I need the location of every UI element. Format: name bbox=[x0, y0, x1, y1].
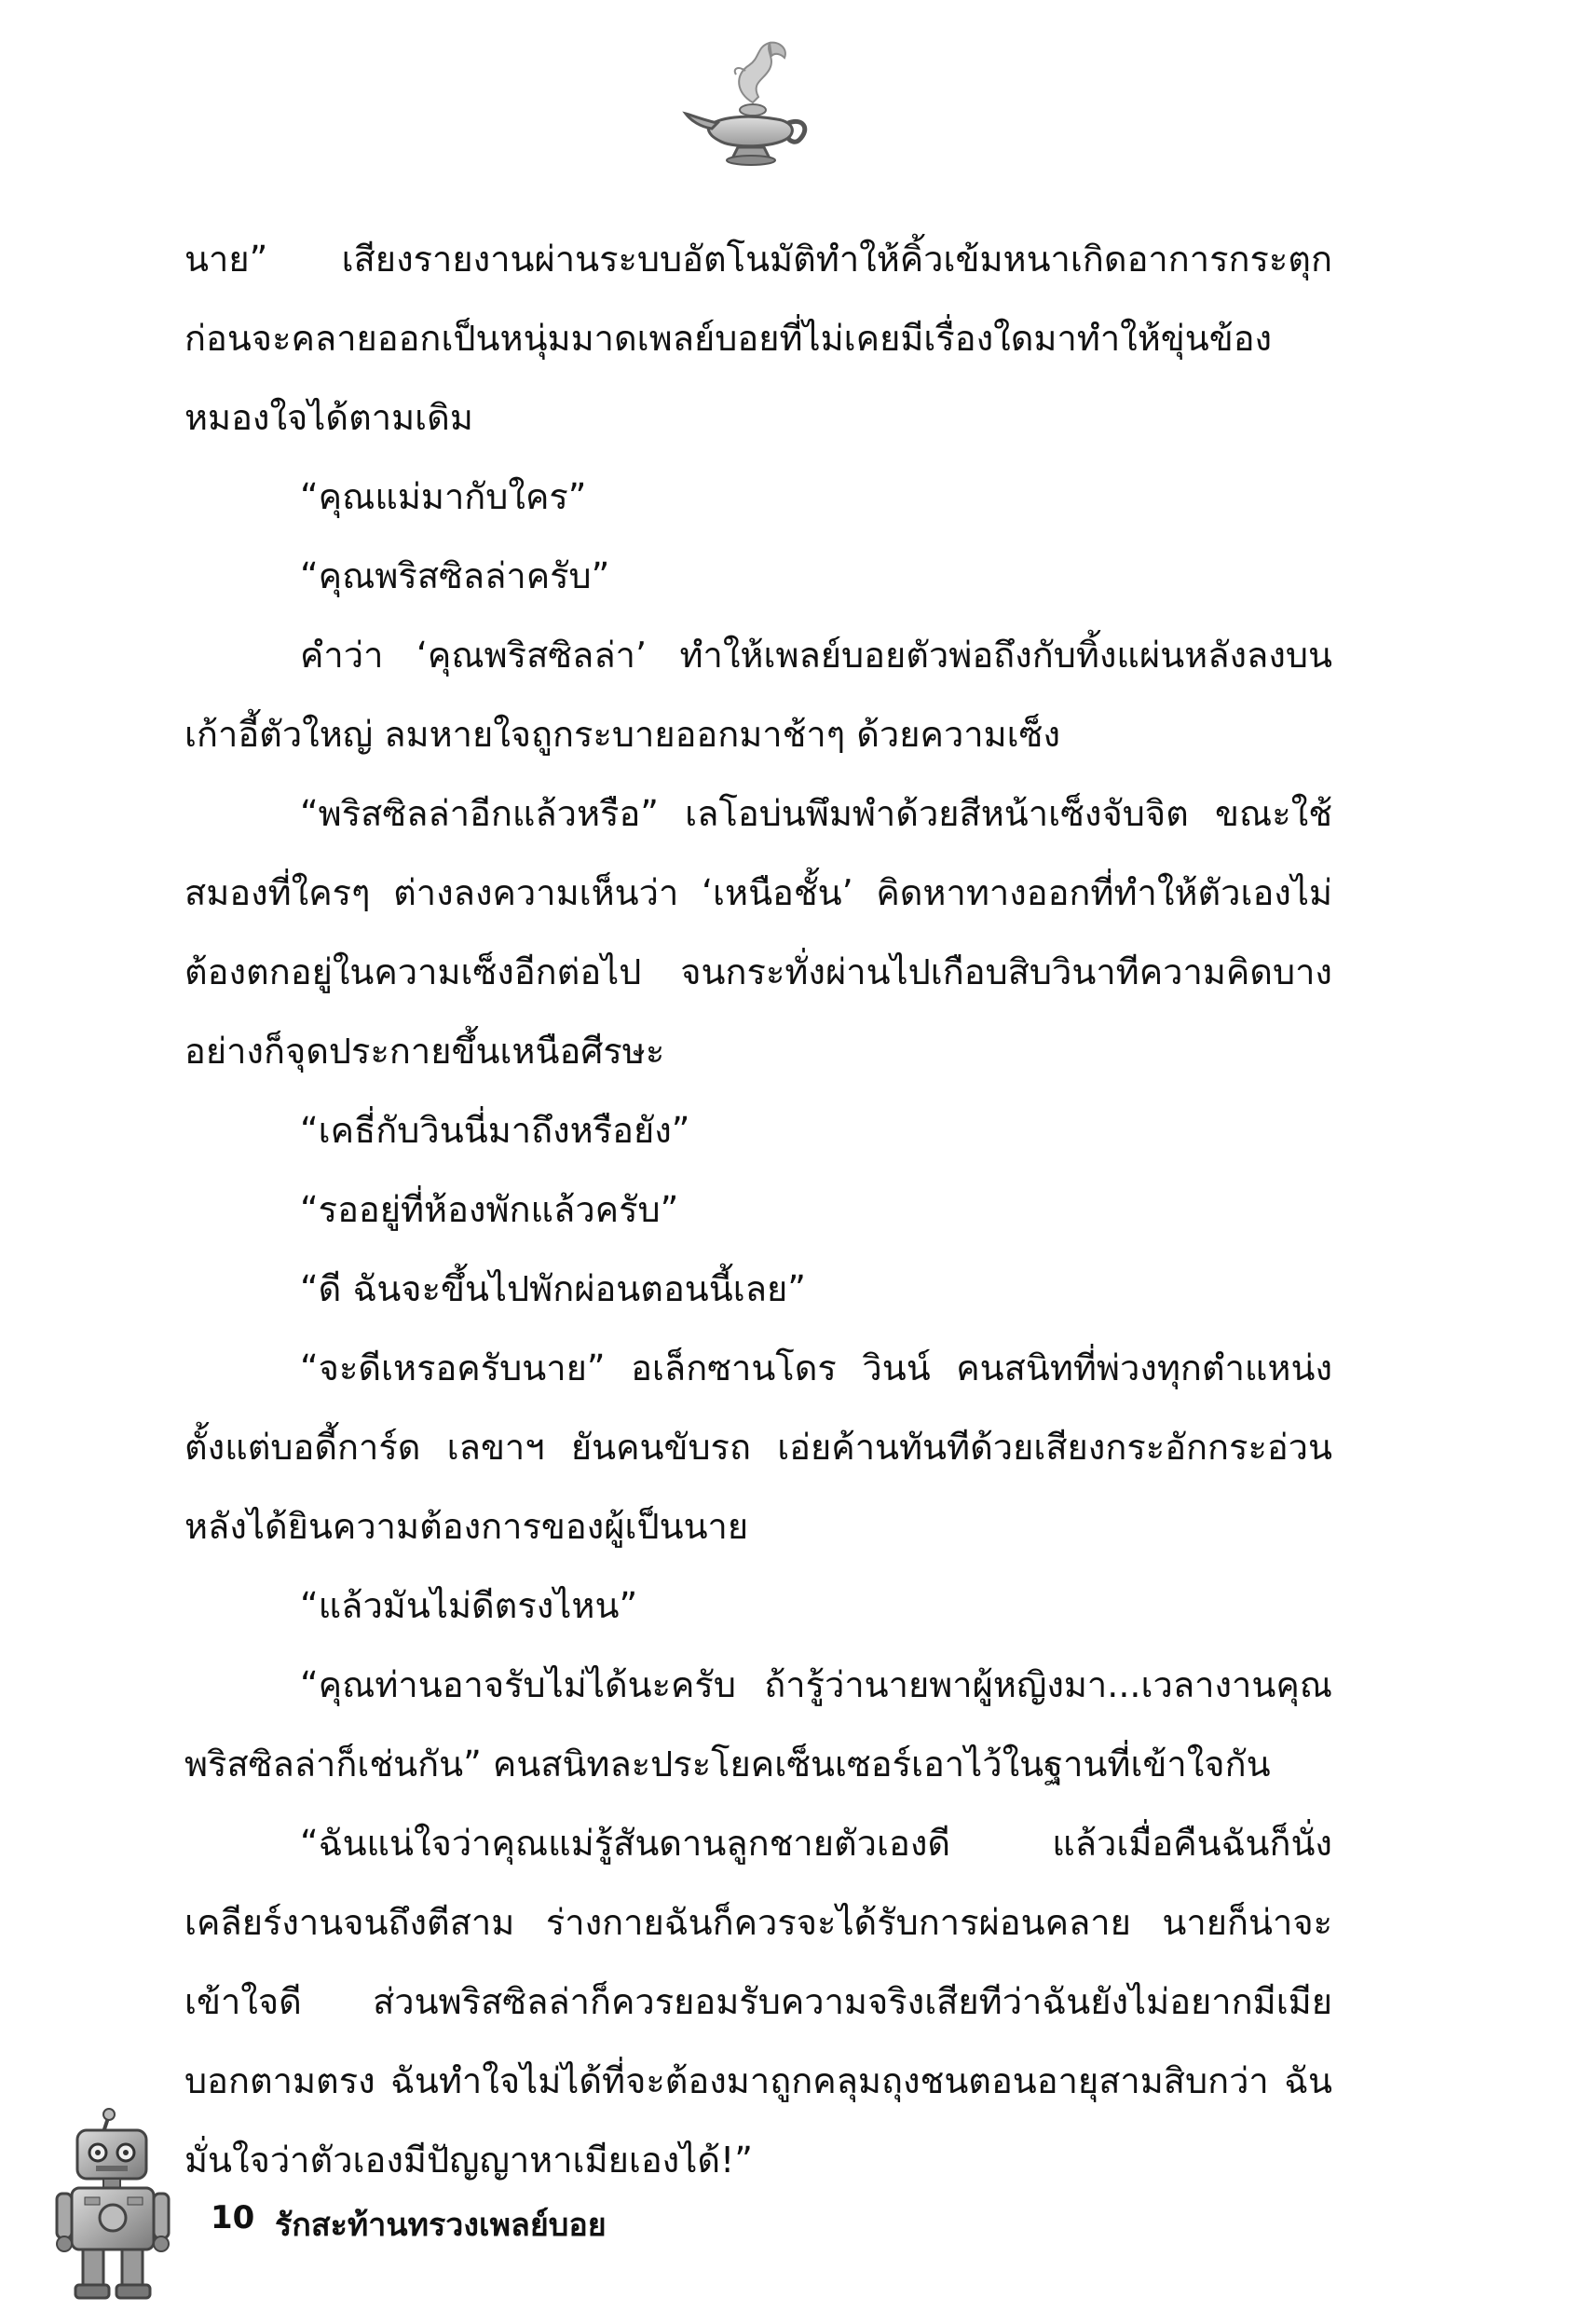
paragraph: “ฉันแน่ใจว่าคุณแม่รู้สันดานลูกชายตัวเองดี แล้วเมื่อคืนฉันก็นั่งเคลียร์งานจนถึงตีสาม ร่างกายฉันก็ควรจะได้รับการผ่อนคลาย นายก็น่าจะเข้าใจดี ส่วนพริสซิลล่าก็ควรยอมรับความจริงเสียทีว่าฉันยังไม่อยากมีเมีย บอกตามตรง ฉันทำใจไม่ได้ที่จะต้องมาถูกคลุมถุงชนตอนอายุสามสิบกว่า ฉันมั่นใจว่าตัวเองมีปัญญาหาเมียเองได้!” bbox=[184, 1823, 1332, 2181]
paragraph: “เคธี่กับวินนี่มาถึงหรือยัง” bbox=[300, 1110, 690, 1151]
body-text bbox=[184, 220, 1332, 2200]
page-number: 10 bbox=[211, 2199, 255, 2236]
paragraph: “แล้วมันไม่ดีตรงไหน” bbox=[300, 1585, 638, 1626]
paragraph: “ดี ฉันจะขึ้นไปพักผ่อนตอนนี้เลย” bbox=[300, 1268, 806, 1309]
paragraph: คำว่า ‘คุณพริสซิลล่า’ ทำให้เพลย์บอยตัวพ่อถึงกับทิ้งแผ่นหลังลงบนเก้าอี้ตัวใหญ่ ลมหายใจถูกระบายออกมาช้าๆ ด้วยความเซ็ง bbox=[184, 635, 1332, 755]
page-footer bbox=[0, 2106, 1596, 2311]
paragraph: นาย” เสียงรายงานผ่านระบบอัตโนมัติทำให้คิ้วเข้มหนาเกิดอาการกระตุกก่อนจะคลายออกเป็นหนุ่มมาดเพลย์บอยที่ไม่เคยมีเรื่องใดมาทำให้ขุ่นข้องหมองใจได้ตามเดิม bbox=[184, 239, 1332, 438]
genie-lamp-icon bbox=[680, 37, 820, 177]
paragraph: “คุณแม่มากับใคร” bbox=[300, 476, 587, 517]
paragraph: “จะดีเหรอครับนาย” อเล็กซานโดร วินน์ คนสนิทที่พ่วงทุกตำแหน่ง ตั้งแต่บอดี้การ์ด เลขาฯ ยันคนขับรถ เอ่ยค้านทันทีด้วยเสียงกระอักกระอ่วนหลังได้ยินความต้องการของผู้เป็นนาย bbox=[184, 1347, 1332, 1547]
paragraph: “คุณท่านอาจรับไม่ได้นะครับ ถ้ารู้ว่านายพาผู้หญิงมา...เวลางานคุณพริสซิลล่าก็เช่นกัน” คนสนิทละประโยคเซ็นเซอร์เอาไว้ในฐานที่เข้าใจกัน bbox=[184, 1664, 1332, 1785]
book-title: รักสะท้านทรวงเพลย์บอย bbox=[275, 2207, 607, 2244]
paragraph: “รออยู่ที่ห้องพักแล้วครับ” bbox=[300, 1189, 679, 1230]
paragraph: “คุณพริสซิลล่าครับ” bbox=[300, 555, 610, 596]
robot-icon bbox=[51, 2106, 191, 2306]
paragraph: “พริสซิลล่าอีกแล้วหรือ” เลโอบ่นพึมพำด้วยสีหน้าเซ็งจับจิต ขณะใช้สมองที่ใครๆ ต่างลงความเห็นว่า ‘เหนือชั้น’ คิดหาทางออกที่ทำให้ตัวเองไม่ต้องตกอยู่ในความเซ็งอีกต่อไป จนกระทั่งผ่านไปเกือบสิบวินาทีความคิดบางอย่างก็จุดประกายขึ้นเหนือศีรษะ bbox=[184, 793, 1332, 1072]
